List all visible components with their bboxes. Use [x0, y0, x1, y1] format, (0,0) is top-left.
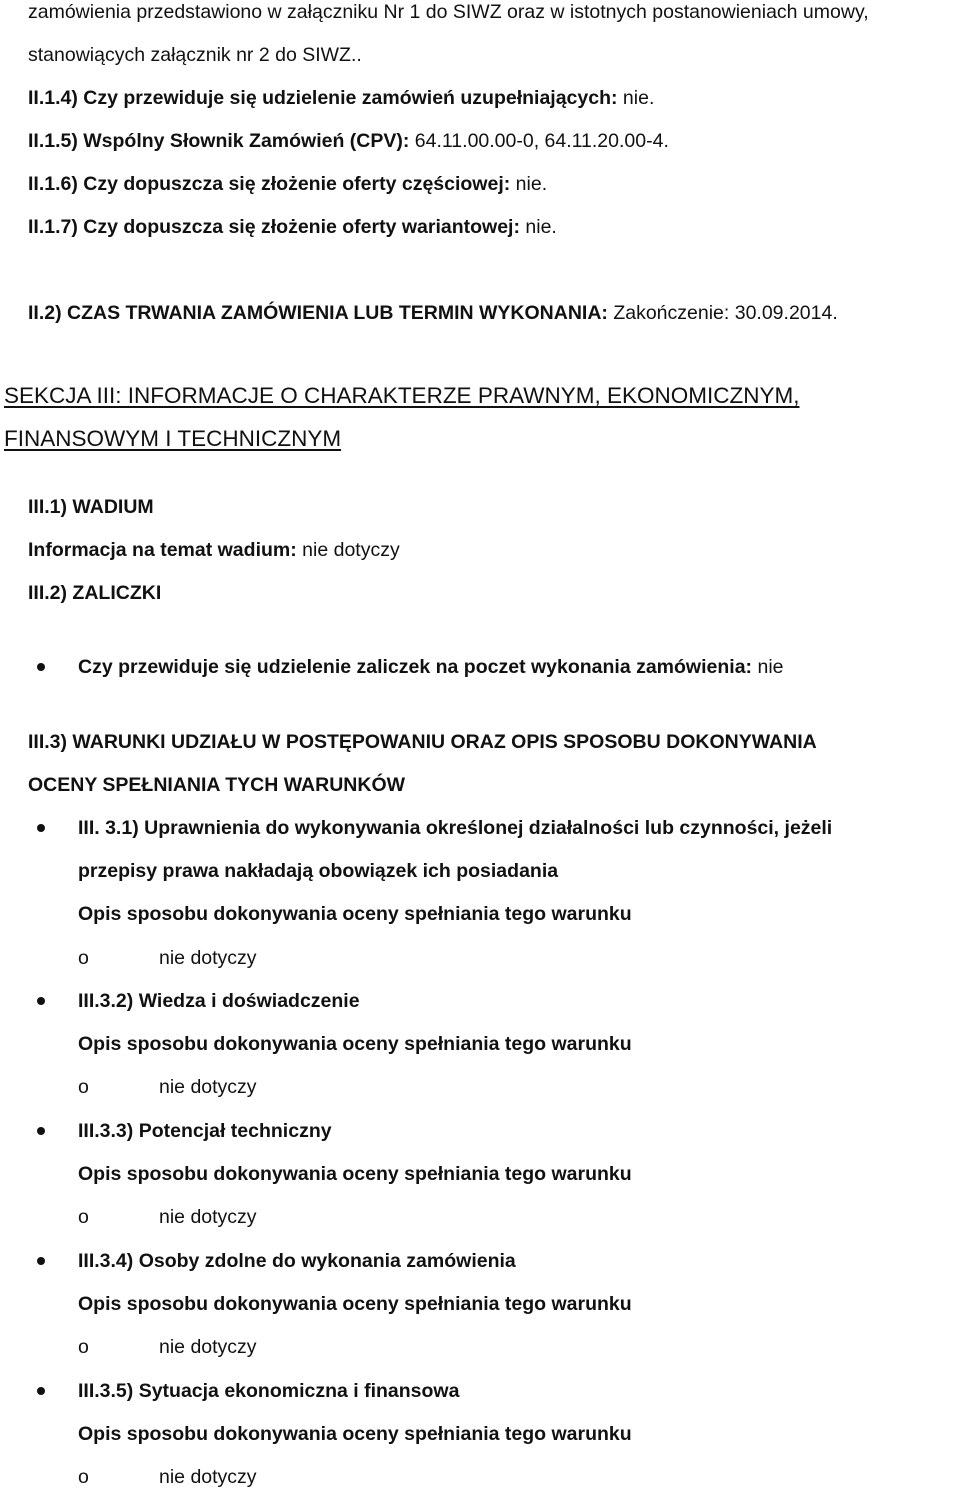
condition-description: Opis sposobu dokonywania oceny spełniania tego warunku: [78, 903, 632, 925]
warunki-title-line-1: III.3) WARUNKI UDZIAŁU W POSTĘPOWANIU ORAZ OPIS SPOSOBU DOKONYWANIA: [28, 731, 817, 753]
zaliczki-title: III.2) ZALICZKI: [28, 582, 162, 604]
q-label: II.1.5) Wspólny Słownik Zamówień (CPV):: [28, 130, 410, 152]
circle-bullet-icon: o: [78, 1076, 89, 1098]
wadium-title: III.1) WADIUM: [28, 496, 154, 518]
section-heading-line-2: FINANSOWYM I TECHNICZNYM: [4, 426, 342, 451]
circle-bullet-icon: o: [78, 1206, 89, 1228]
zaliczki-value: nie: [757, 656, 784, 678]
bullet-icon: [37, 1127, 45, 1135]
duration-value: Zakończenie: 30.09.2014.: [613, 302, 838, 324]
section-heading-line-1: SEKCJA III: INFORMACJE O CHARAKTERZE PRAWNYM, EKONOMICZNYM,: [4, 383, 800, 408]
bullet-icon: [37, 1387, 45, 1395]
q-value: nie.: [515, 173, 548, 195]
intro-line-2: stanowiących załącznik nr 2 do SIWZ..: [28, 44, 362, 66]
condition-value: nie dotyczy: [159, 1206, 257, 1228]
duration-line: [28, 304, 838, 324]
condition-value: nie dotyczy: [159, 1466, 257, 1488]
intro-line-1: zamówienia przedstawiono w załączniku Nr 1 do SIWZ oraz w istotnych postanowieniach umowy,: [28, 1, 869, 23]
condition-title-line-1: III.3.5) Sytuacja ekonomiczna i finansowa: [78, 1380, 460, 1402]
bullet-icon: [37, 663, 45, 671]
zaliczki-label: Czy przewiduje się udzielenie zaliczek na poczet wykonania zamówienia:: [78, 656, 753, 678]
q-value: nie.: [622, 87, 655, 109]
bullet-icon: [37, 997, 45, 1005]
condition-title-line-1: III.3.2) Wiedza i doświadczenie: [78, 990, 360, 1012]
duration-label: II.2) CZAS TRWANIA ZAMÓWIENIA LUB TERMIN WYKONANIA:: [28, 302, 608, 324]
condition-value: nie dotyczy: [159, 947, 257, 969]
condition-value: nie dotyczy: [159, 1076, 257, 1098]
q-label: II.1.7) Czy dopuszcza się złożenie oferty wariantowej:: [28, 216, 520, 238]
condition-description: Opis sposobu dokonywania oceny spełniania tego warunku: [78, 1293, 632, 1315]
condition-description: Opis sposobu dokonywania oceny spełniania tego warunku: [78, 1163, 632, 1185]
condition-title-line-2: przepisy prawa nakładają obowiązek ich posiadania: [78, 860, 559, 882]
circle-bullet-icon: o: [78, 1466, 89, 1488]
q-supplementary-orders: [28, 89, 654, 109]
wadium-info: [28, 541, 400, 561]
condition-description: Opis sposobu dokonywania oceny spełniania tego warunku: [78, 1033, 632, 1055]
q-partial-offer: [28, 175, 547, 195]
wadium-label: Informacja na temat wadium:: [28, 539, 297, 561]
condition-value: nie dotyczy: [159, 1336, 257, 1358]
bullet-icon: [37, 1257, 45, 1265]
q-cpv: [28, 132, 669, 152]
circle-bullet-icon: o: [78, 1336, 89, 1358]
q-label: II.1.6) Czy dopuszcza się złożenie oferty częściowej:: [28, 173, 511, 195]
q-variant-offer: [28, 218, 557, 238]
warunki-title-line-2: OCENY SPEŁNIANIA TYCH WARUNKÓW: [28, 774, 406, 796]
q-value: nie.: [525, 216, 557, 238]
wadium-value: nie dotyczy: [302, 539, 400, 561]
q-value: 64.11.00.00-0, 64.11.20.00-4.: [414, 130, 669, 152]
q-label: II.1.4) Czy przewiduje się udzielenie zamówień uzupełniających:: [28, 87, 618, 109]
zaliczki-question: [78, 658, 784, 678]
condition-title-line-1: III.3.4) Osoby zdolne do wykonania zamówienia: [78, 1250, 516, 1272]
condition-description: Opis sposobu dokonywania oceny spełniania tego warunku: [78, 1423, 632, 1445]
bullet-icon: [37, 824, 45, 832]
circle-bullet-icon: o: [78, 947, 89, 969]
condition-title-line-1: III.3.3) Potencjał techniczny: [78, 1120, 332, 1142]
condition-title-line-1: III. 3.1) Uprawnienia do wykonywania określonej działalności lub czynności, jeżeli: [78, 817, 833, 839]
